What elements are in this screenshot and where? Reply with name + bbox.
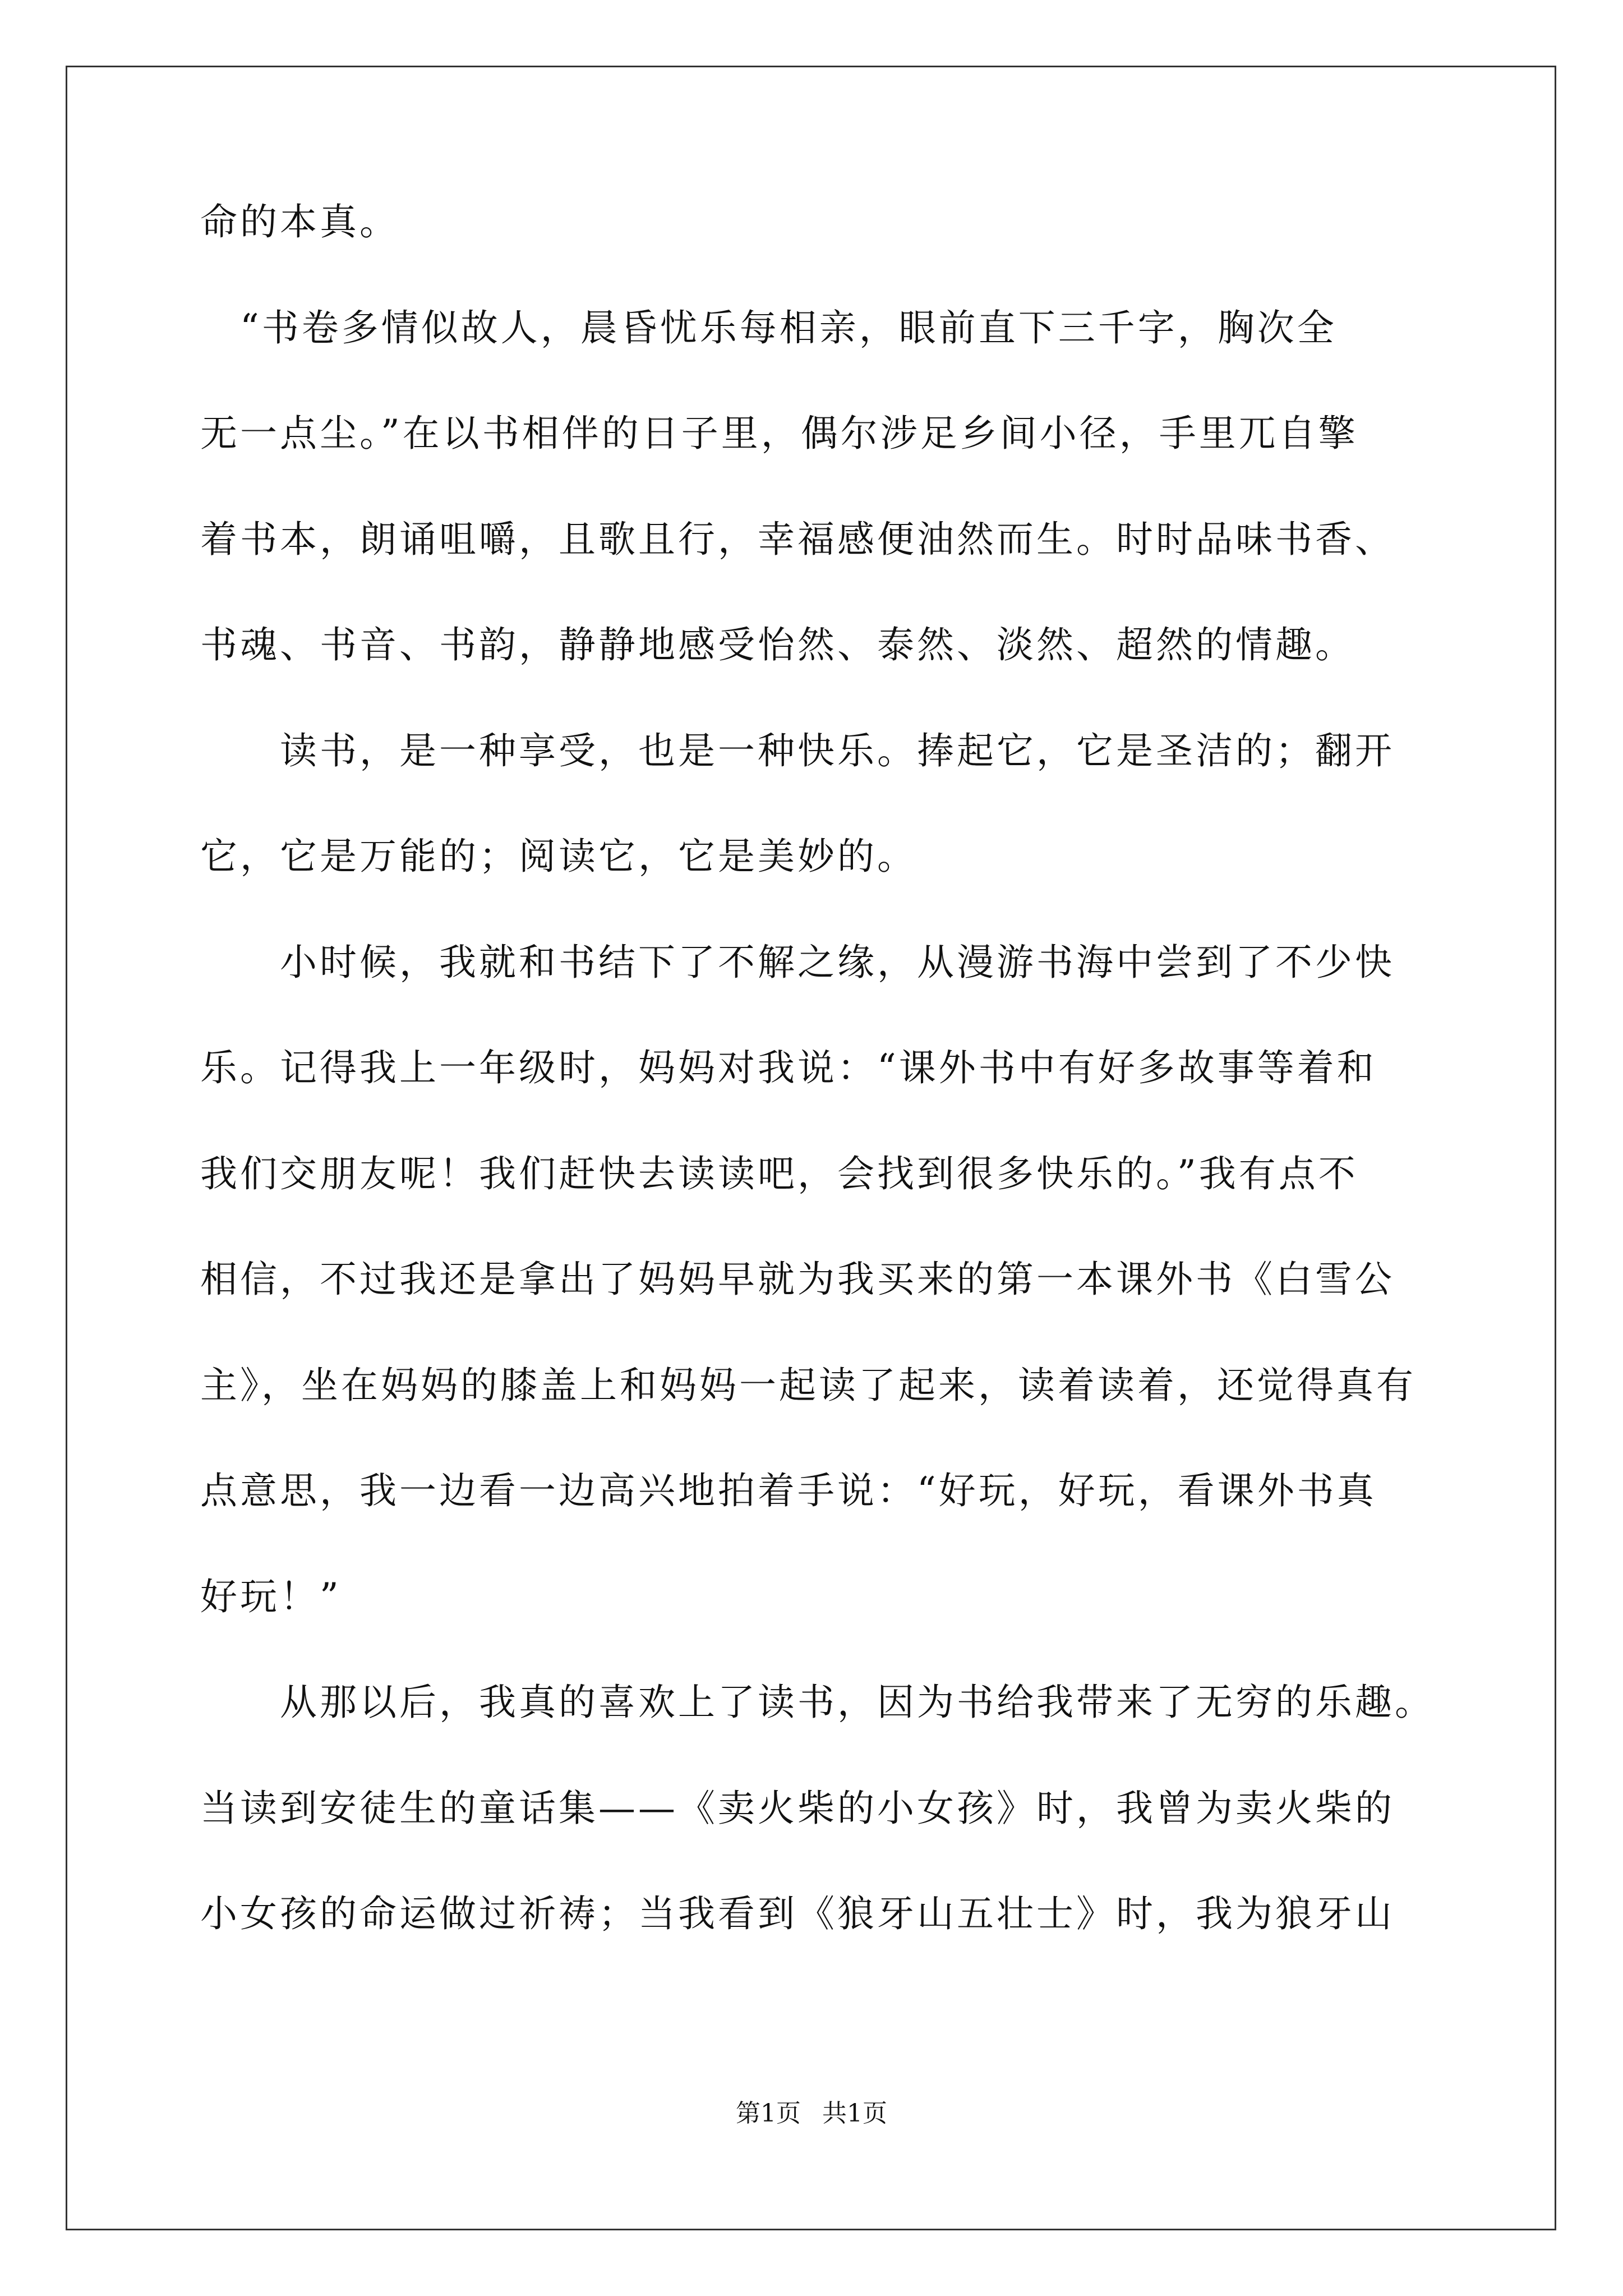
text-line-6: 读书，是一种享受，也是一种快乐。捧起它，它是圣洁的；翻开: [200, 729, 1395, 772]
text-line-17: 小女孩的命运做过祈祷；当我看到《狼牙山五壮士》时，我为狼牙山: [200, 1892, 1395, 1935]
text-line-3: 无一点尘。”在以书相伴的日子里，偶尔涉足乡间小径，手里兀自擎: [200, 412, 1358, 455]
text-line-7: 它，它是万能的；阅读它，它是美妙的。: [200, 835, 917, 878]
text-line-14: 好玩！”: [200, 1575, 342, 1618]
text-line-16: 当读到安徒生的童话集——《卖火柴的小女孩》时，我曾为卖火柴的: [200, 1787, 1395, 1830]
text-line-5: 书魂、书音、书韵，静静地感受怡然、泰然、淡然、超然的情趣。: [200, 623, 1355, 666]
text-line-2: “书卷多情似故人，晨昏忧乐每相亲，眼前直下三千字，胸次全: [200, 306, 1337, 349]
text-line-15: 从那以后，我真的喜欢上了读书，因为书给我带来了无穷的乐趣。: [200, 1681, 1435, 1724]
page-footer: [0, 2097, 1623, 2131]
text-line-9: 乐。记得我上一年级时，妈妈对我说：“课外书中有好多故事等着和: [200, 1046, 1377, 1089]
text-line-10: 我们交朋友呢！我们赶快去读读吧，会找到很多快乐的。”我有点不: [200, 1152, 1358, 1195]
text-line-13: 点意思，我一边看一边高兴地拍着手说：“好玩，好玩，看课外书真: [200, 1469, 1377, 1512]
text-line-4: 着书本，朗诵咀嚼，且歌且行，幸福感便油然而生。时时品味书香、: [200, 518, 1395, 561]
text-line-1: 命的本真。: [200, 200, 399, 243]
page-number: 第1页: [736, 2099, 801, 2128]
text-line-11: 相信，不过我还是拿出了妈妈早就为我买来的第一本课外书《白雪公: [200, 1258, 1395, 1301]
page-total: 共1页: [822, 2099, 887, 2128]
text-line-8: 小时候，我就和书结下了不解之缘，从漫游书海中尝到了不少快: [200, 941, 1395, 984]
text-line-12: 主》，坐在妈妈的膝盖上和妈妈一起读了起来，读着读着，还觉得真有: [200, 1364, 1416, 1407]
